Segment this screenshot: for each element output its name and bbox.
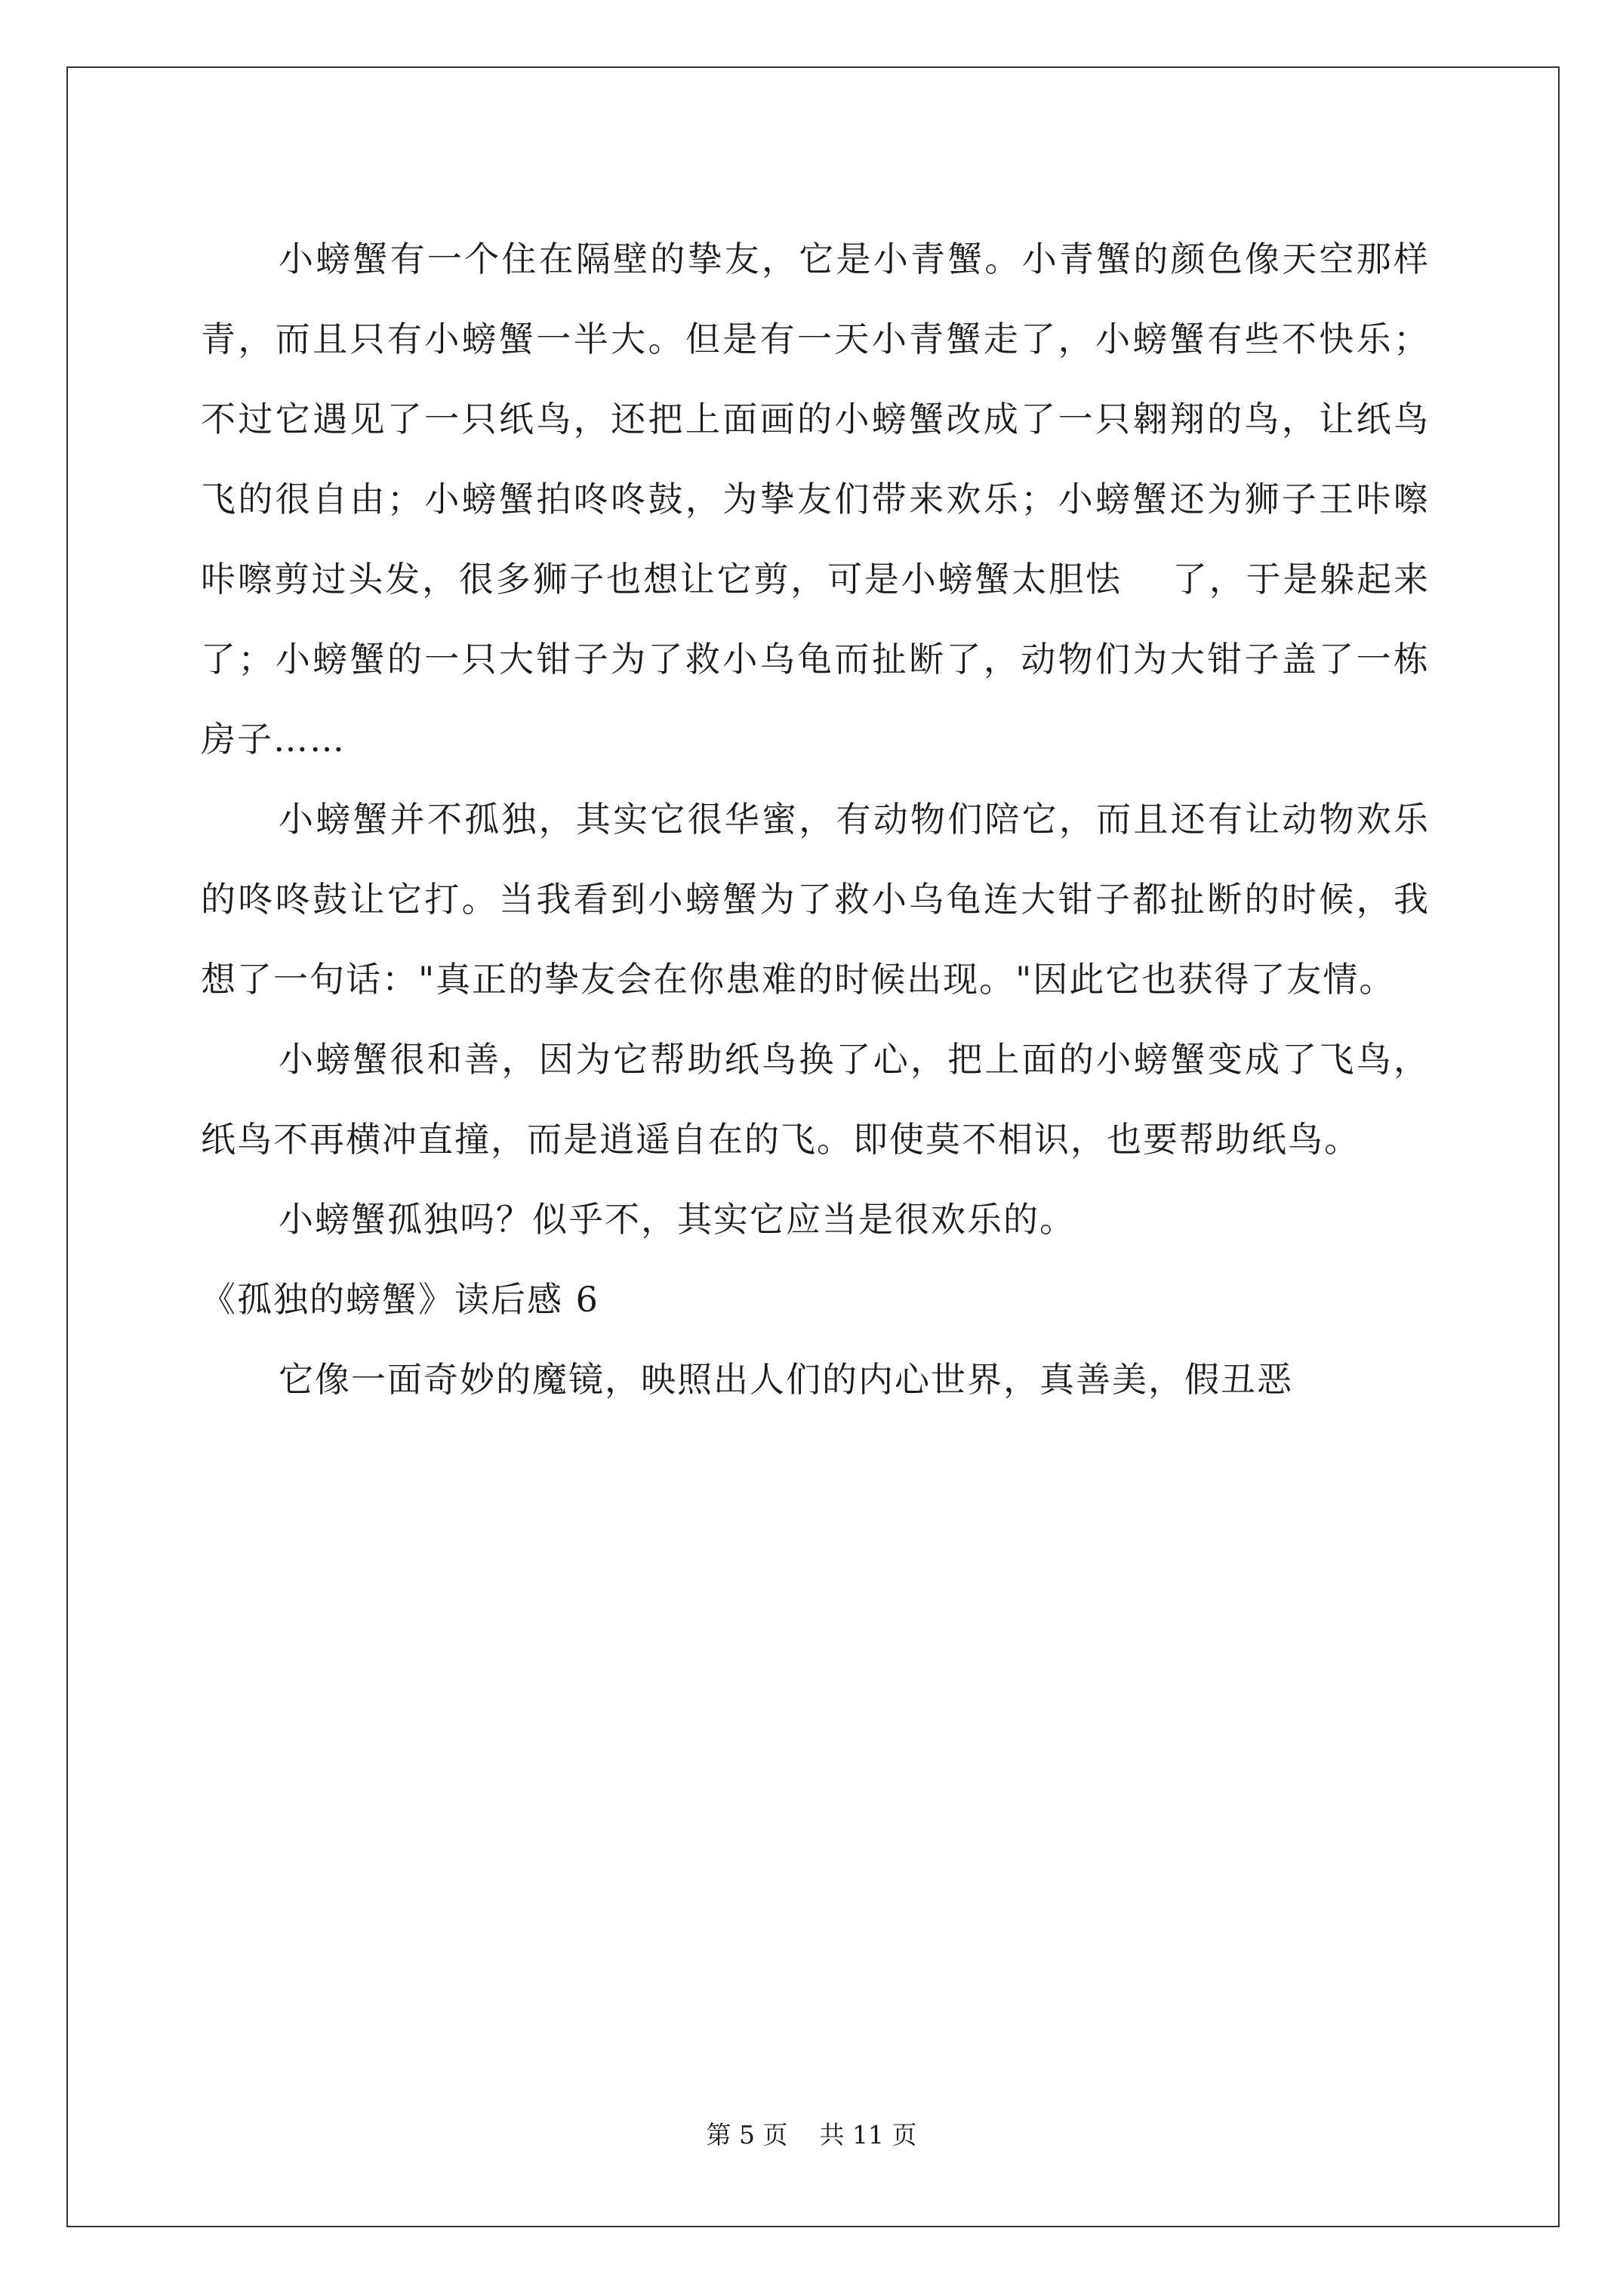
section-heading: 《孤独的螃蟹》读后感 6 xyxy=(201,1279,599,1320)
page-total: 共 11 页 xyxy=(819,2120,917,2150)
paragraph-3: 小螃蟹很和善，因为它帮助纸鸟换了心，把上面的小螃蟹变成了飞鸟，纸鸟不再横冲直撞，而是逍遥自在的飞。即使莫不相识，也要帮助纸鸟。 xyxy=(201,1039,1430,1160)
paragraph-4: 小螃蟹孤独吗？似乎不，其实它应当是很欢乐的。 xyxy=(279,1199,1076,1240)
document-body xyxy=(201,219,1430,1419)
page-footer xyxy=(0,2120,1623,2150)
paragraph-5: 它像一面奇妙的魔镜，映照出人们的内心世界，真善美，假丑恶 xyxy=(279,1359,1293,1400)
paragraph-2: 小螃蟹并不孤独，其实它很华蜜，有动物们陪它，而且还有让动物欢乐的咚咚鼓让它打。当我看到小螃蟹为了救小乌龟连大钳子都扯断的时候，我想了一句话："真正的挚友会在你患难的时候出现。"因此它也获得了友情。 xyxy=(201,799,1430,1000)
paragraph-1: 小螃蟹有一个住在隔壁的挚友，它是小青蟹。小青蟹的颜色像天空那样青，而且只有小螃蟹一半大。但是有一天小青蟹走了，小螃蟹有些不快乐；不过它遇见了一只纸鸟，还把上面画的小螃蟹改成了一只翱翔的鸟，让纸鸟飞的很自由；小螃蟹拍咚咚鼓，为挚友们带来欢乐；小螃蟹还为狮子王咔嚓咔嚓剪过头发，很多狮子也想让它剪，可是小螃蟹太胆怯 了，于是躲起来了；小螃蟹的一只大钳子为了救小乌龟而扯断了，动物们为大钳子盖了一栋房子…… xyxy=(201,239,1430,760)
page-number: 第 5 页 xyxy=(706,2120,788,2150)
footer-spacer xyxy=(788,2120,820,2150)
